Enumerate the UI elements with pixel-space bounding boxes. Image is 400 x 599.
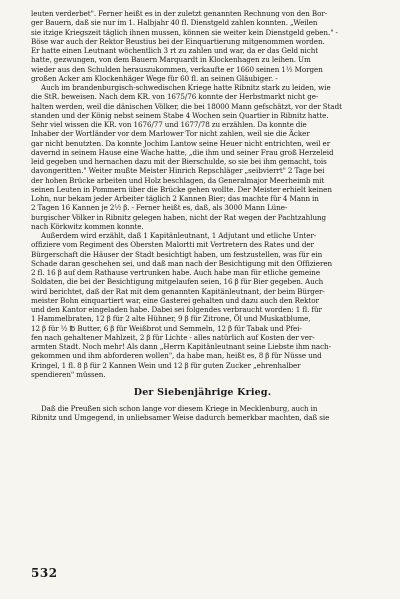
text-line: davernd in seinem Hause eine Wache hatte, „die ihm und seiner Frau groß Herzeleid [31,147,334,157]
text-line: und den Kantor eingeladen habe. Dabei sei folgendes verbraucht worden: 1 fl. für [31,305,322,314]
text-line: Außerdem wird erzählt, daß 1 Kapitänleutnant, 1 Adjutant und etliche Unter- [41,231,317,240]
text-line: wird berichtet, daß der Rat mit dem genannten Kapitänleutnant, der beim Bürger- [31,286,325,296]
text-line: 2 fl. 16 β auf dem Rathause vertrunken habe. Auch habe man für etliche gemeine [31,268,321,277]
paragraph-1 [31,9,374,83]
text-line: Böse war auch der Rektor Beustius bei der Einquartierung mitgenommen worden. [31,36,325,46]
text-line: armten Stadt. Noch mehr! Als dann „Herrn Kapitänleutnant seine Liebste ihm nach- [31,342,331,351]
text-line: wieder aus den Schulden herauszukommen, verkaufte er 1660 seinen 1½ Morgen [31,64,323,74]
text-line: nach Körkwitz kommen konnte. [31,221,144,231]
text-line: Daß die Preußen sich schon lange vor diesem Kriege in Mecklenburg, auch in [41,404,318,413]
text-line: spendieren" müssen. [31,369,106,379]
closing-paragraph [31,404,374,423]
text-line: Er hatte einen Leutnant wöchentlich 3 rt zu zahlen und war, da er das Geld nicht [31,46,319,55]
text-line: burgischer Völker in Ribnitz gelegen haben, nicht der Rat wegen der Pachtzahlung [31,212,327,222]
text-line: Sehr viel wissen die KR. von 1676/77 und 1677/78 zu erzählen. Da konnte die [31,120,307,129]
text-line: halten werden, weil die dänischen Völker, die bei 18000 Mann gefschätzt, vor der Stadt [31,101,342,111]
text-line: Auch im brandenburgisch-schwedischen Kriege hatte Ribnitz stark zu leiden, wie [41,83,331,92]
page-number: 532 [31,566,58,580]
text-line: Schade daran geschehen sei, und daß man nach der Besichtigung mit den Offizieren [31,258,333,268]
text-line: Ribnitz und Umgegend, in unliebsamer Weise dadurch bemerkbar machten, daß sie [31,413,330,423]
text-line: großen Acker am Klockenhäger Wege für 60 fl. an seinen Gläubiger. - [31,73,278,83]
text-line: gar nicht benutzten. Da konnte Jochim Lantow seine Heuer nicht entrichten, weil er [31,138,331,148]
text-line: leid gegeben und hernachen dazu mit der Bierschulde, so sie bei ihm gemacht, tois [31,157,327,166]
text-line: Kringel, 1 fl. 8 β für 2 Kannen Wein und 12 β für guten Zucker „ehrenhalber [31,360,301,370]
text-line: hatte, gezwungen, von dem Bauern Marquardt in Klockenhagen zu leihen. Um [31,55,311,65]
text-line: seinen Leuten in Pommern über die Brücke gehen wollte. Der Meister erhielt keinen [31,184,332,194]
text-line: 2 Tagen 16 Kannen je 2½ β. - Ferner heißt es, daß, als 3000 Mann Lüne- [31,203,288,213]
text-line: leuten verderbet". Ferner heißt es in der zuletzt genannten Rechnung von den Bor- [31,9,328,18]
text-line: davongeritten." Weiter mußte Meister Hinrich Repschläger „seibvierrt" 2 Tage bei [31,166,325,176]
text-line: gekommen und ihm abforderen wollen", da habe man, heißt es, 8 β für Nüsse und [31,351,322,361]
text-line: 12 β für ½ ℔ Butter, 6 β für Weißbrot und Semmeln, 12 β für Tabak und Pfei- [31,323,302,333]
text-line: die StR. beweisen. Nach dem KR. von 1675/76 konnte der Herbstmarkt nicht ge- [31,92,319,102]
text-line: Bürgerschaft die Häuser der Stadt besichtigt haben, um festzustellen, was für ein [31,249,323,259]
text-line: fen nach gehaltener Mahlzeit, 2 β für Lichte - alles natürlich auf Kosten der ver- [31,332,315,342]
text-line: Inhaber der Wortländer vor dem Marlower Tor nicht zahlen, weil sie die Äcker [31,129,310,139]
text-line: ger Bauern, daß sie nur im 1. Halbjahr 40 fl. Dienstgeld zahlen konnten. „Weilen [31,18,318,28]
section-heading: Der Siebenjährige Krieg. [133,387,272,398]
text-line: Lohn, nur bekam jeder Arbeiter täglich 2 Kannen Bier; das machte für 4 Mann in [31,194,319,203]
text-line: 1 Hammelbraten, 12 β für 2 alte Hühner, 9 β für Zitrone, Öl und Muskatblume, [31,314,311,324]
text-line: Soldaten, die bei der Besichtigung mitgelaufen seien, 16 β für Bier gegeben. Auch [31,277,324,287]
text-line: meister Bohn einquartiert war, eine Gasterei gehalten und dazu auch den Rektor [31,295,319,305]
paragraph-3 [31,231,374,379]
text-line: standen und der König nebst seinem Stabe 4 Wochen sein Quartier in Ribnitz hatte. [31,110,329,120]
text-line: offiziere vom Regiment des Obersten Malortti mit Vertretern des Rates und der [31,240,314,250]
text-line: der hohen Brücke arbeiten und Holz beschlagen, da Generalmajor Meerheimb mit [31,175,325,185]
paragraph-2 [31,83,374,231]
text-line: sie itzige Kriegszeit täglich ihnen mussen, können sie weiter kein Dienstgeld geben." - [31,27,338,37]
